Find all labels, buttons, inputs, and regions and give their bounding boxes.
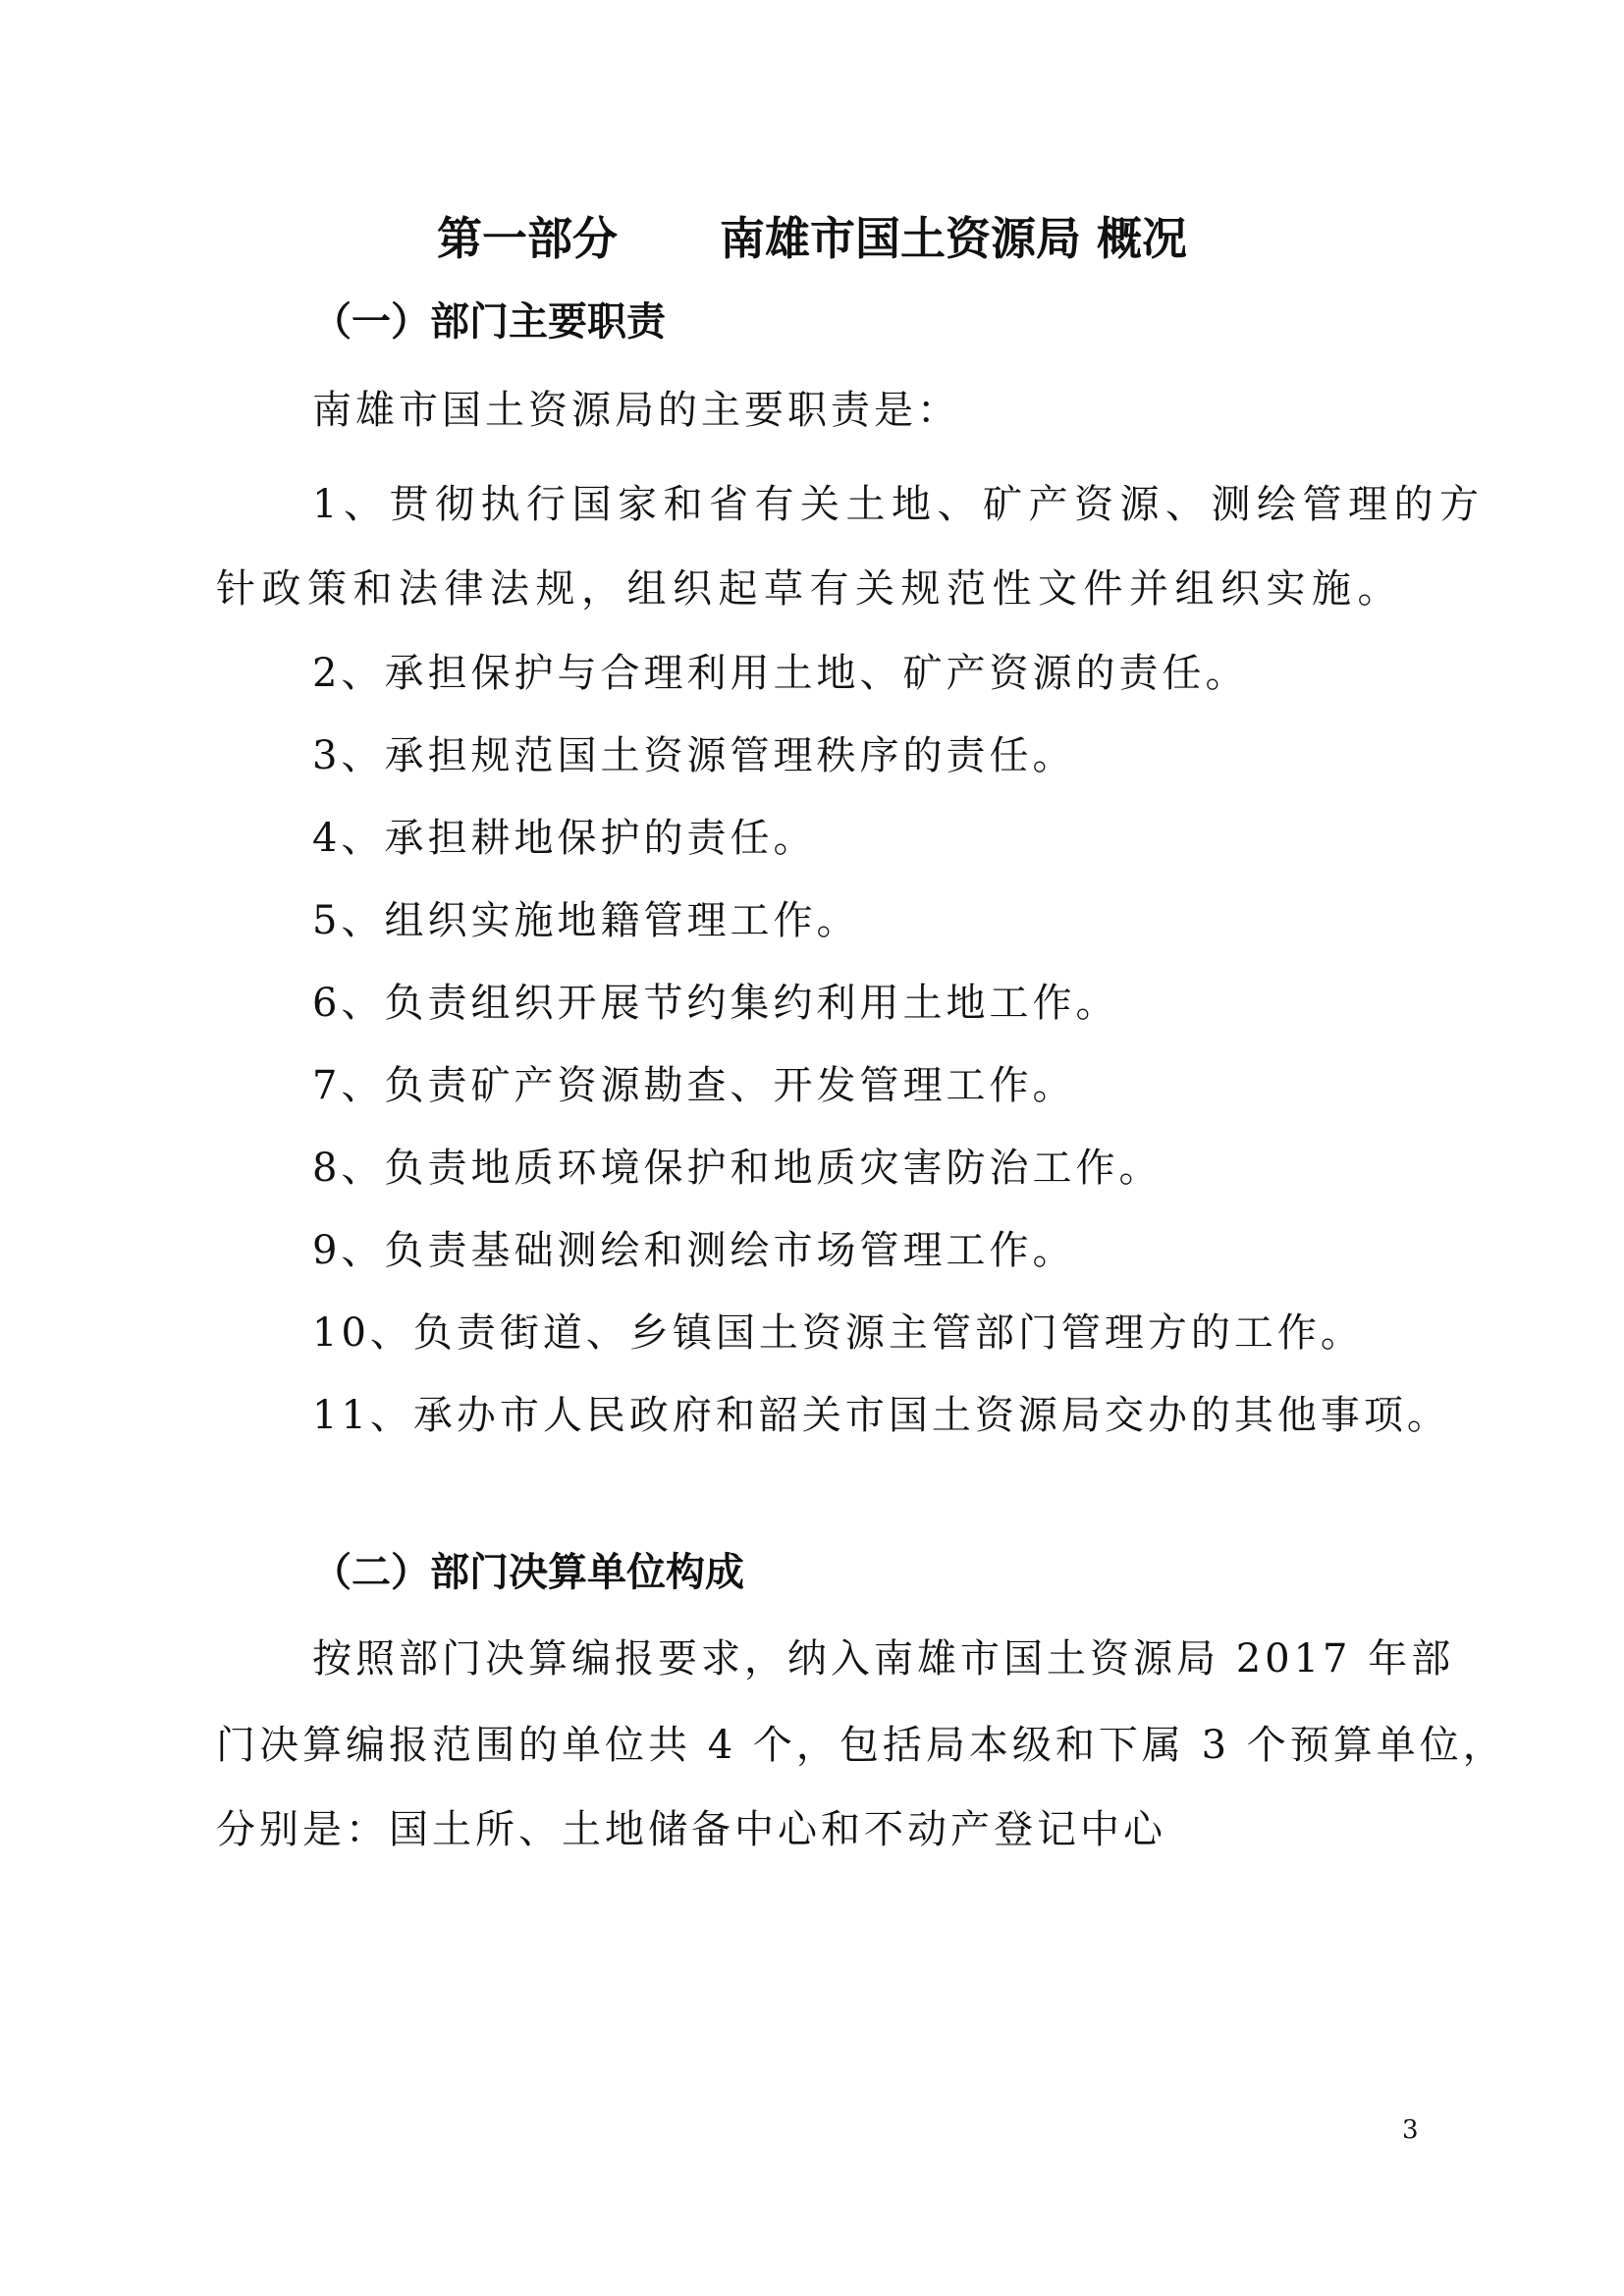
- title-part: 第一部分: [436, 212, 618, 265]
- duty-item: 6、负责组织开展节约集约利用土地工作。: [312, 981, 1119, 1026]
- duty-item: 7、负责矿产资源勘查、开发管理工作。: [312, 1063, 1076, 1108]
- unit-paragraph-line: 分别是：国土所、土地储备中心和不动产登记中心: [216, 1807, 1166, 1852]
- duty-item-continued: 针政策和法律法规，组织起草有关规范性文件并组织实施。: [216, 566, 1403, 612]
- page-number: 3: [1402, 2115, 1419, 2145]
- duty-item: 8、负责地质环境保护和地质灾害防治工作。: [312, 1146, 1163, 1191]
- title-name: 南雄市国土资源局 概况: [719, 212, 1187, 265]
- duty-item: 10、负责街道、乡镇国土资源主管部门管理方的工作。: [312, 1310, 1364, 1356]
- duty-item: 11、承办市人民政府和韶关市国土资源局交办的其他事项。: [312, 1393, 1450, 1438]
- duty-item: 3、承担规范国土资源管理秩序的责任。: [312, 733, 1076, 778]
- duty-item: 9、负责基础测绘和测绘市场管理工作。: [312, 1228, 1076, 1273]
- unit-paragraph-line: 门决算编报范围的单位共 4 个，包括局本级和下属 3 个预算单位，: [216, 1723, 1506, 1768]
- unit-paragraph-line: 按照部门决算编报要求，纳入南雄市国土资源局 2017 年部: [312, 1636, 1455, 1682]
- duty-item: 5、组织实施地籍管理工作。: [312, 898, 860, 943]
- page-title: [0, 204, 1624, 273]
- duty-item: 1、贯彻执行国家和省有关土地、矿产资源、测绘管理的方: [312, 482, 1486, 527]
- duty-item: 2、承担保护与合理利用土地、矿产资源的责任。: [312, 651, 1249, 696]
- section2-heading: （二）部门决算单位构成: [312, 1550, 744, 1595]
- section1-heading: （一）部门主要职责: [312, 299, 666, 345]
- duty-item: 4、承担耕地保护的责任。: [312, 816, 817, 861]
- section1-intro: 南雄市国土资源局的主要职责是：: [312, 388, 960, 433]
